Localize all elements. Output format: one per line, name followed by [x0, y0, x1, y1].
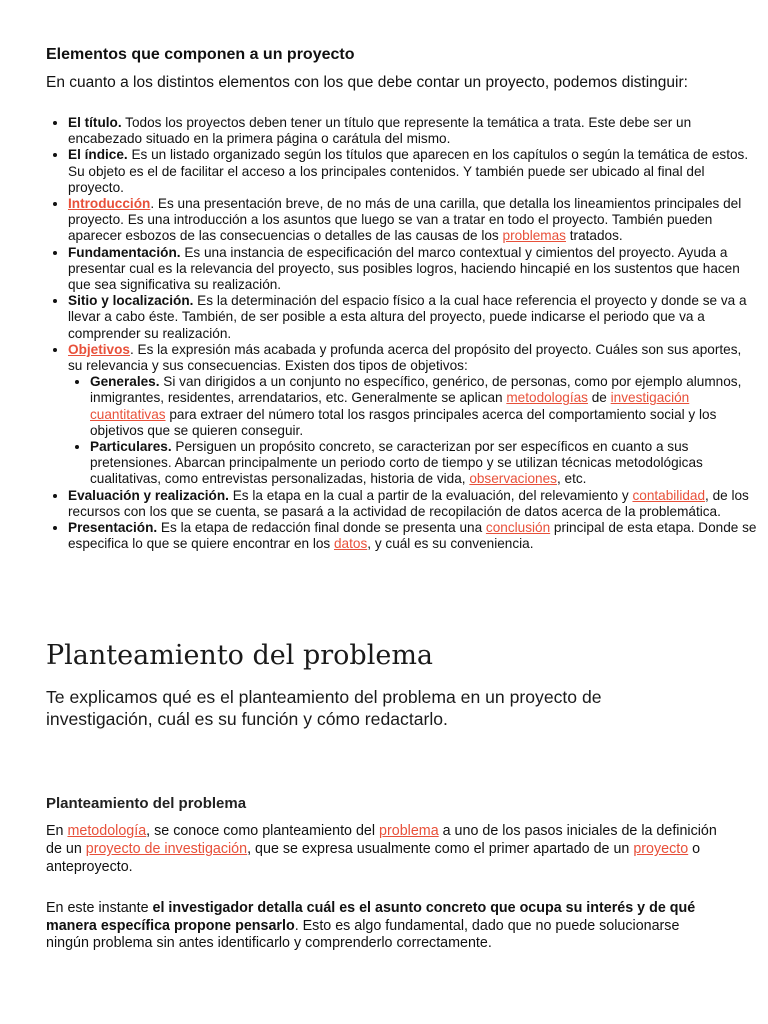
section-heading: Elementos que componen a un proyecto [46, 46, 355, 63]
term-titulo: El título. [68, 115, 122, 130]
text-indice: Es un listado organizado según los títulos que aparecen en los capítulos o según la temática de estos. Su objeto es el de facilitar el acceso a los principales contenidos. Y también puede ser ubicado al final del proyecto. [68, 147, 749, 195]
list-item-evaluacion [68, 488, 758, 520]
text-presentacion-c: , y cuál es su conveniencia. [367, 536, 534, 552]
p2-bold: el investigador detalla cuál es el asunto concreto que ocupa su interés y de qué manera específica propone pensarlo [46, 900, 696, 934]
article-lead: Te explicamos qué es el planteamiento del problema en un proyecto de investigación, cuál es su función y cómo redactarlo. [46, 687, 602, 729]
term-presentacion: Presentación. [68, 520, 158, 536]
text-titulo: Todos los proyectos deben tener un título que represente la temática a trata. Este debe ser un encabezado situado en la primera página o carátula del mismo. [68, 115, 692, 147]
elements-list [46, 115, 758, 552]
link-observaciones[interactable]: observaciones [469, 471, 557, 487]
list-item-titulo [68, 115, 758, 147]
link-conclusion[interactable]: conclusión [485, 520, 551, 536]
term-fundamentacion: Fundamentación. [68, 244, 181, 260]
link-objetivos[interactable]: Objetivos [68, 341, 130, 357]
link-metodologia[interactable]: metodología [67, 823, 147, 839]
article-paragraph-2 [46, 900, 726, 953]
link-problemas[interactable]: problemas [502, 228, 566, 244]
term-indice: El índice. [68, 147, 128, 163]
p1-text-b: , se conoce como planteamiento del [146, 823, 380, 839]
link-investigacion-cuantitativas[interactable]: investigación cuantitativas [90, 390, 690, 422]
intro-paragraph: En cuanto a los distintos elementos con los que debe contar un proyecto, podemos distinguir: [46, 74, 688, 91]
p2-text-b: . Esto es algo fundamental, dado que no puede solucionarse ningún problema sin antes identificarlo y comprenderlo correctamente. [46, 917, 680, 952]
term-generales: Generales. [90, 374, 160, 390]
text-evaluacion-b: , de los recursos con los que se cuenta, se pasará a la actividad de recopilación de datos acerca de la problemática. [68, 487, 749, 519]
text-sitio: Es la determinación del espacio físico a la cual hace referencia el proyecto y donde se va a llevar a cabo éste. También, de ser posible a esta altura del proyecto, puede indicarse el periodo que va a comprender su realización. [68, 293, 747, 341]
article-paragraph-1 [46, 822, 726, 877]
link-problema[interactable]: problema [379, 823, 439, 839]
objetivos-sublist [68, 374, 758, 487]
link-proyecto-de-investigacion[interactable]: proyecto de investigación [85, 841, 248, 858]
text-generales-a: Si van dirigidos a un conjunto no específico, genérico, de personas, como por ejemplo alumnos, inmigrantes, residentes, arrendatarios, etc. Generalmente se aplican [90, 374, 742, 406]
text-presentacion-b: principal de esta etapa. Donde se especifica lo que se quiere encontrar en los [68, 520, 757, 552]
article-subtitle: Planteamiento del problema [46, 795, 247, 812]
p1-text-a: En [46, 823, 68, 839]
text-generales-b: de [587, 390, 611, 406]
list-item-sitio [68, 293, 758, 342]
text-particulares-a: Persiguen un propósito concreto, se caracterizan por ser específicos en cuanto a sus pretensiones. Abarcan principalmente un periodo corto de tiempo y se utilizan técnicas metodológicas cualitativas, como entrevistas personalizadas, historia de vida, [90, 439, 703, 487]
list-item-presentacion [68, 520, 758, 552]
link-metodologias[interactable]: metodologías [506, 390, 588, 406]
link-introduccion[interactable]: Introducción [68, 196, 151, 212]
list-item-fundamentacion [68, 245, 758, 294]
p1-text-d: , que se expresa usualmente como el primer apartado de un [247, 841, 634, 858]
p2-text-a: En este instante [46, 900, 153, 916]
term-evaluacion: Evaluación y realización. [68, 487, 229, 503]
link-contabilidad[interactable]: contabilidad [632, 487, 706, 503]
list-item-objetivos [68, 342, 758, 488]
text-introduccion-a: . Es una presentación breve, de no más de una carilla, que detalla los lineamientos principales del proyecto. Es una introducción a los asuntos que luego se van a tratar en todo el proyecto. También pueden aparecer esbozos de las consecuencias o detalles de las causas de los [68, 196, 742, 244]
term-particulares: Particulares. [90, 439, 172, 455]
list-item-generales [90, 374, 758, 439]
p1-text-c: a uno de los pasos iniciales de la definición de un [46, 823, 717, 858]
text-introduccion-b: tratados. [565, 228, 623, 244]
list-item-indice [68, 147, 758, 196]
text-evaluacion-a: Es la etapa en la cual a partir de la evaluación, del relevamiento y [228, 487, 633, 503]
p1-text-e: o anteproyecto. [46, 841, 701, 876]
list-item-introduccion [68, 196, 758, 245]
link-proyecto[interactable]: proyecto [633, 841, 689, 858]
text-fundamentacion: Es una instancia de especificación del marco contextual y cimientos del proyecto. Ayuda a presentar cual es la relevancia del proyecto, sus posibles logros, haciendo hincapié en los sustentos que hacen que sea significativa su realización. [68, 244, 740, 293]
article-title: Planteamiento del problema [46, 640, 434, 671]
text-generales-c: para extraer del número total los rasgos principales acerca del comportamiento social y los objetivos que se quieren conseguir. [90, 406, 717, 438]
text-particulares-b: , etc. [556, 471, 587, 487]
link-datos[interactable]: datos [334, 536, 368, 552]
text-objetivos: . Es la expresión más acabada y profunda acerca del propósito del proyecto. Cuáles son sus aportes, su relevancia y sus consecuencias. Existen dos tipos de objetivos: [68, 341, 742, 374]
term-sitio: Sitio y localización. [68, 293, 194, 309]
text-presentacion-a: Es la etapa de redacción final donde se presenta una [157, 520, 486, 536]
list-item-particulares [90, 439, 758, 488]
